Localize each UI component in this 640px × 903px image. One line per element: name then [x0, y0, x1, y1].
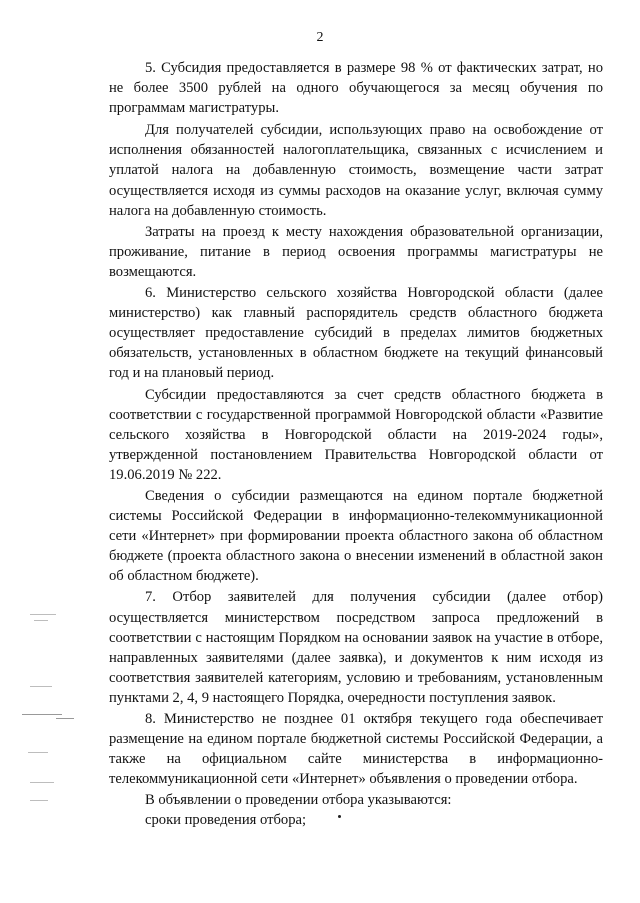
paragraph-budget-source: Субсидии предоставляются за счет средств областного бюджета в соответствии с государственной программой Новгородской области «Развитие сельского хозяйства в Новгородской области на 2019-2024 годы», утвержденной постановлением Правительства Новгородской области от 19.06.2019 № 222. [109, 386, 603, 483]
paragraph-announcement-contents: В объявлении о проведении отбора указываются: [145, 792, 452, 809]
paragraph-vat-exemption: Для получателей субсидии, использующих право на освобождение от исполнения обязанностей налогоплательщика, связанных с исчислением и уплатой налога на добавленную стоимость, возмещение части затрат осуществляется исходя из суммы расходов на оказание услуг, включая сумму налога на добавленную стоимость. [109, 122, 603, 219]
paragraph-portal-info: Сведения о субсидии размещаются на едином портале бюджетной системы Российской Федерации в информационно-телекоммуникационной сети «Интернет» при формировании проекта областного закона об областном бюджете (проекта областного закона о внесении изменений в областной закон об областном бюджете). [109, 487, 603, 585]
paragraph-selection: 7. Отбор заявителей для получения субсидии (далее отбор) осуществляется министерством посредством запроса предложений в соответствии с настоящим Порядком на основании заявок на участие в отборе, направленных заявителями (далее заявка), и документов к ним исходя из соответствия заявителей категориям, условию и требованиям, установленным пунктами 2, 4, 9 настоящего Порядка, очередности поступления заявок. [109, 589, 603, 706]
paragraph-travel-costs: Затраты на проезд к месту нахождения образовательной организации, проживание, питание в период освоения программы магистратуры не возмещаются. [109, 223, 603, 280]
page-number: 2 [316, 30, 324, 45]
document-body [109, 58, 603, 831]
paragraph-announcement: 8. Министерство не позднее 01 октября текущего года обеспечивает размещение на едином портале бюджетной системы Российской Федерации, а также на официальном сайте министерства в информационно-телекоммуникационной сети «Интернет» объявления о проведении отбора. [109, 711, 603, 788]
paragraph-selection-terms: сроки проведения отбора; [145, 812, 307, 829]
paragraph-ministry-role: 6. Министерство сельского хозяйства Новгородской области (далее министерство) как главный распорядитель средств областного бюджета осуществляет предоставление субсидий в пределах лимитов бюджетных обязательств, установленных в областном бюджете на текущий финансовый год и на плановый период. [109, 285, 603, 382]
paragraph-subsidy-amount: 5. Субсидия предоставляется в размере 98 % от фактических затрат, но не более 3500 рублей на одного обучающегося за месяц обучения по программам магистратуры. [109, 60, 603, 117]
